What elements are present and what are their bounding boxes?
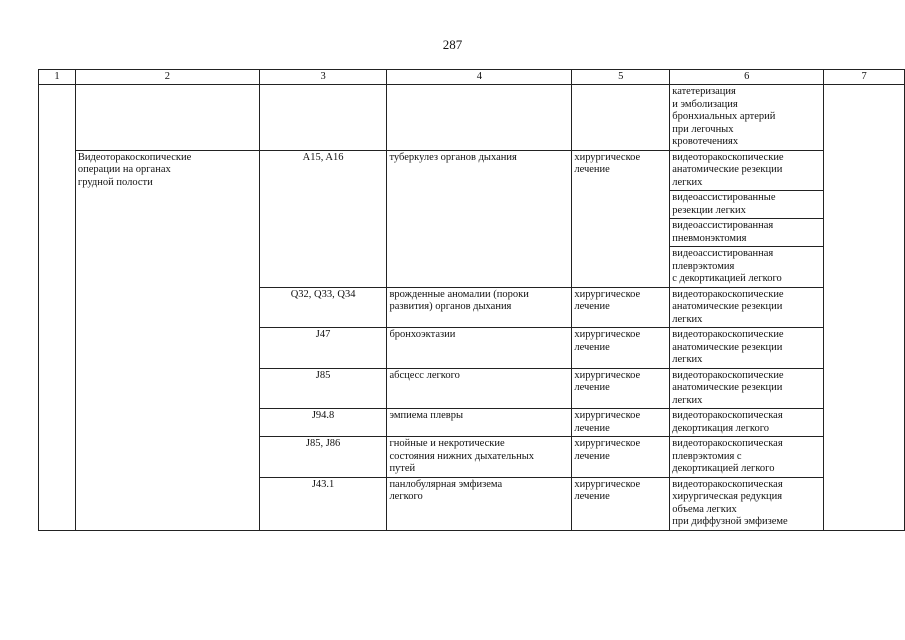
col1-cell: [39, 150, 76, 530]
cell-line: операции на органах: [77, 164, 171, 175]
cell-line: хирургическое: [574, 410, 641, 421]
cell-line: туберкулез органов дыхания: [389, 151, 517, 163]
treatment-cell: [572, 409, 670, 437]
section-title-cell: [75, 150, 259, 530]
cell-line: лечение: [574, 382, 610, 393]
method-cell: [670, 150, 824, 191]
cell-line: абсцесс легкого: [389, 369, 460, 381]
cell-line: лечение: [574, 422, 610, 434]
cell-line: декортикация легкого: [672, 422, 770, 434]
column-header-4: 4: [387, 70, 572, 85]
column-header-1: 1: [39, 70, 76, 85]
disease-cell: [387, 437, 572, 478]
cell-line: видеоторакоскопическая: [672, 478, 783, 490]
treatment-cell: [572, 287, 670, 328]
cell-line: грудной полости: [77, 176, 153, 188]
cell-line: хирургическое: [574, 438, 641, 449]
cell-line: легкого: [389, 491, 423, 502]
table-row: [39, 150, 905, 191]
cell-line: при диффузной эмфиземе: [672, 516, 788, 527]
cell-line: анатомические резекции: [672, 341, 783, 353]
cell-line: хирургическое: [574, 369, 641, 381]
method-text: катетеризация: [672, 86, 736, 97]
cell-line: состояния нижних дыхательных: [389, 450, 534, 462]
diagnosis-code-cell: J85, J86: [259, 437, 387, 478]
cell-line: хирургическое: [574, 151, 641, 163]
method-cell: [670, 368, 824, 409]
column-header-5: 5: [572, 70, 670, 85]
cell-line: хирургическое: [574, 478, 641, 490]
disease-cell: [387, 150, 572, 287]
treatment-cell: [572, 150, 670, 287]
procedures-table: [38, 69, 905, 531]
cell-line: с декортикацией легкого: [672, 273, 782, 284]
col3-cell: [259, 85, 387, 151]
cell-line: легких: [672, 354, 703, 365]
cell-line: видеоторакоскопическая: [672, 410, 783, 421]
cell-line: плеврэктомия: [672, 260, 735, 272]
method-cell: [670, 287, 824, 328]
disease-cell: [387, 477, 572, 530]
diagnosis-code-cell: J47: [259, 328, 387, 369]
method-cell: [670, 437, 824, 478]
cell-line: хирургическое: [574, 329, 641, 340]
cell-line: Видеоторакоскопические: [77, 151, 192, 163]
method-text: и эмболизация: [672, 98, 738, 110]
diagnosis-code-cell: Q32, Q33, Q34: [259, 287, 387, 328]
cell-line: путей: [389, 463, 416, 474]
cell-line: легких: [672, 176, 703, 188]
cell-line: лечение: [574, 491, 610, 502]
disease-cell: [387, 328, 572, 369]
col4-cell: [387, 85, 572, 151]
cell-line: гнойные и некротические: [389, 438, 505, 449]
diagnosis-code-cell: J94.8: [259, 409, 387, 437]
cell-line: лечение: [574, 301, 610, 312]
treatment-cell: [572, 368, 670, 409]
page-number: 287: [442, 37, 463, 52]
disease-cell: [387, 368, 572, 409]
method-text: кровотечениях: [672, 136, 739, 147]
col2-cell: [75, 85, 259, 151]
method-cell: [670, 409, 824, 437]
cell-line: бронхоэктазии: [389, 329, 456, 340]
cell-line: врожденные аномалии (пороки: [389, 288, 529, 300]
column-header-6: 6: [670, 70, 824, 85]
cell-line: панлобулярная эмфизема: [389, 478, 503, 490]
cell-line: анатомические резекции: [672, 301, 783, 312]
cell-line: резекции легких: [672, 204, 746, 216]
cell-line: видеоторакоскопические: [672, 288, 784, 300]
cell-line: объема легких: [672, 503, 737, 515]
cell-line: лечение: [574, 164, 610, 175]
method-cell: [670, 219, 824, 247]
method-cell: [670, 85, 824, 151]
cell-line: эмпиема плевры: [389, 410, 464, 421]
cell-line: пневмонэктомия: [672, 232, 747, 244]
col7-cell: [824, 150, 905, 530]
disease-cell: [387, 287, 572, 328]
method-cell: [670, 328, 824, 369]
col7-cell: [824, 85, 905, 151]
method-text: бронхиальных артерий: [672, 111, 776, 122]
column-header-3: 3: [259, 70, 387, 85]
column-header-row: [39, 70, 905, 85]
diagnosis-code-cell: J43.1: [259, 477, 387, 530]
method-cell: [670, 247, 824, 288]
treatment-cell: [572, 477, 670, 530]
method-cell: [670, 477, 824, 530]
diagnosis-code-cell: A15, A16: [259, 150, 387, 287]
cell-line: видеоторакоскопическая: [672, 438, 783, 449]
col5-cell: [572, 85, 670, 151]
cell-line: видеоассистированная: [672, 220, 774, 231]
cell-line: лечение: [574, 450, 610, 462]
diagnosis-code-cell: J85: [259, 368, 387, 409]
method-cell: [670, 191, 824, 219]
cell-line: плеврэктомия с: [672, 450, 742, 462]
cell-line: декортикацией легкого: [672, 463, 775, 474]
cell-line: лечение: [574, 341, 610, 353]
cell-line: видеоассистированная: [672, 248, 774, 259]
continuation-row: [39, 85, 905, 151]
cell-line: легких: [672, 313, 703, 325]
col1-cell: [39, 85, 76, 151]
method-text: при легочных: [672, 123, 734, 135]
cell-line: хирургическое: [574, 288, 641, 300]
cell-line: анатомические резекции: [672, 382, 783, 393]
cell-line: видеоторакоскопические: [672, 329, 784, 340]
disease-cell: [387, 409, 572, 437]
treatment-cell: [572, 328, 670, 369]
cell-line: видеоторакоскопические: [672, 151, 784, 163]
column-header-2: 2: [75, 70, 259, 85]
column-header-7: 7: [824, 70, 905, 85]
cell-line: легких: [672, 394, 703, 406]
cell-line: анатомические резекции: [672, 164, 783, 175]
cell-line: видеоторакоскопические: [672, 369, 784, 381]
treatment-cell: [572, 437, 670, 478]
cell-line: развития) органов дыхания: [389, 301, 512, 312]
cell-line: хирургическая редукция: [672, 491, 783, 502]
cell-line: видеоассистированные: [672, 192, 776, 203]
